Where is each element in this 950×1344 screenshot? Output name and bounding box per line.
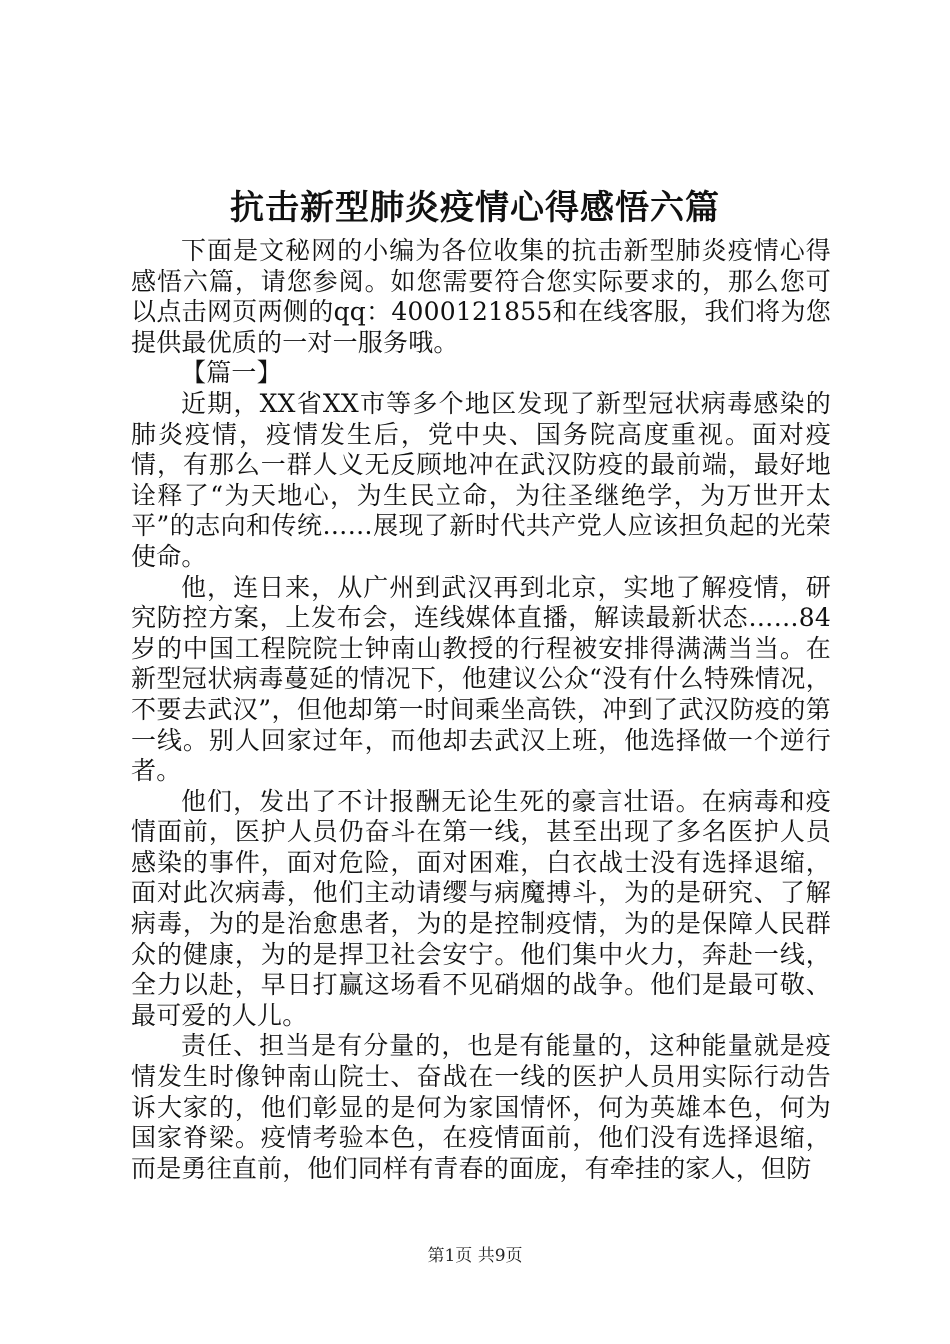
body-paragraph: 近期，XX省XX市等多个地区发现了新型冠状病毒感染的肺炎疫情，疫情发生后，党中央、国务院高度重视。面对疫情，有那么一群人义无反顾地冲在武汉防疫的最前端，最好地诠释了“为天地心，为生民立命，为往圣继绝学，为万世开太平”的志向和传统……展现了新时代共产党人应该担负起的光荣使命。: [131, 388, 831, 571]
body-paragraph: 他们，发出了不计报酬无论生死的豪言壮语。在病毒和疫情面前，医护人员仍奋斗在第一线，甚至出现了多名医护人员感染的事件，面对危险，面对困难，白衣战士没有选择退缩，面对此次病毒，他们主动请缨与病魔搏斗，为的是研究、了解病毒，为的是治愈患者，为的是控制疫情，为的是保障人民群众的健康，为的是捍卫社会安宁。他们集中火力，奔赴一线，全力以赴，早日打赢这场看不见硝烟的战争。他们是最可敬、最可爱的人儿。: [131, 786, 831, 1030]
intro-paragraph: 下面是文秘网的小编为各位收集的抗击新型肺炎疫情心得感悟六篇，请您参阅。如您需要符合您实际要求的，那么您可以点击网页两侧的qq：4000121855和在线客服，我们将为您提供最优质的一对一服务哦。: [131, 236, 831, 357]
document-title: 抗击新型肺炎疫情心得感悟六篇: [230, 188, 720, 228]
page-footer: 第1页 共9页: [427, 1246, 523, 1266]
section-heading: 【篇一】: [181, 358, 282, 388]
document-body: [131, 236, 831, 1184]
body-paragraph: 他，连日来，从广州到武汉再到北京，实地了解疫情，研究防控方案，上发布会，连线媒体直播，解读最新状态……84岁的中国工程院院士钟南山教授的行程被安排得满满当当。在新型冠状病毒蔓延的情况下，他建议公众“没有什么特殊情况，不要去武汉”，但他却第一时间乘坐高铁，冲到了武汉防疫的第一线。别人回家过年，而他却去武汉上班，他选择做一个逆行者。: [131, 572, 831, 786]
body-paragraph: 责任、担当是有分量的，也是有能量的，这种能量就是疫情发生时像钟南山院士、奋战在一线的医护人员用实际行动告诉大家的，他们彰显的是何为家国情怀，何为英雄本色，何为国家脊梁。疫情考验本色，在疫情面前，他们没有选择退缩，而是勇往直前，他们同样有青春的面庞，有牵挂的家人，但防: [131, 1031, 831, 1183]
